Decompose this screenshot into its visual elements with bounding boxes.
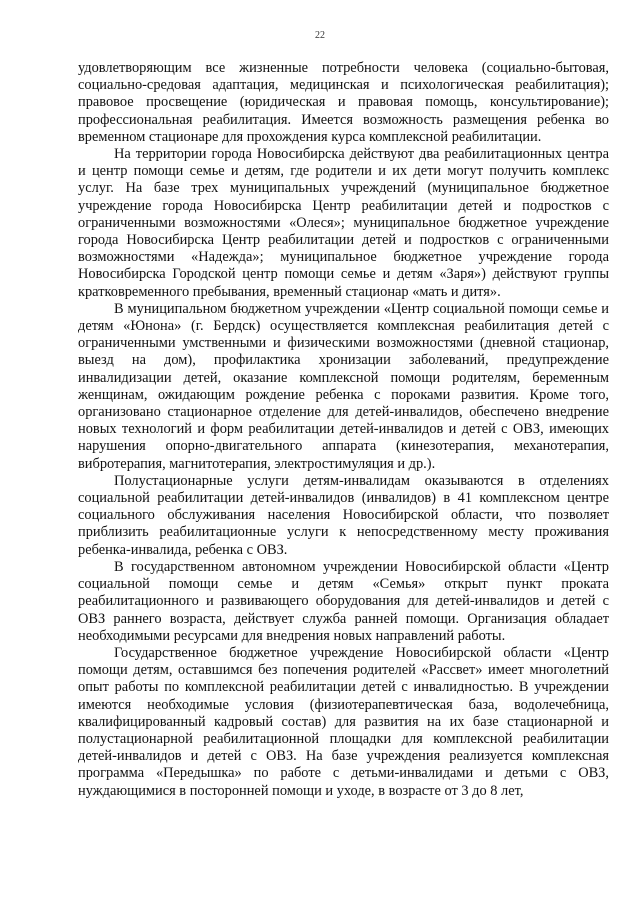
paragraph-yunona-center: В муниципальном бюджетном учреждении «Центр социальной помощи семье и детям «Юнона» (г. Бердск) осуществляется комплексная реабилитация детей с ограниченными умственными и физическими возможностями (дневной стационар, выезд на дом), профилактика хронизации заболеваний, предупреждение инвалидизации детей, оказание комплексной помощи родителям, беременным женщинам, ожидающим рождение ребенка с пороками развития. Кроме того, организовано стационарное отделение для детей-инвалидов, обеспечено внедрение новых технологий и форм реабилитации детей-инвалидов и детей с ОВЗ, имеющих нарушения опорно-двигательного аппарата (кинезотерапия, механотерапия, вибротерапия, магнитотерапия, электростимуляция и др.).	[78, 300, 609, 472]
paragraph-rassvet-center: Государственное бюджетное учреждение Новосибирской области «Центр помощи детям, оставшимся без попечения родителей «Рассвет» имеет многолетний опыт работы по комплексной реабилитации детей с инвалидностью. В учреждении имеются необходимые условия (физиотерапевтическая база, водолечебница, квалифицированный кадровый состав) для развития на их базе стационарной и полустационарной реабилитационной площадки для комплексной реабилитации детей-инвалидов и детей с ОВЗ. На базе учреждения реализуется комплексная программа «Передышка» по работе с детьми-инвалидами и детьми с ОВЗ, нуждающимися в посторонней помощи и уходе, в возрасте от 3 до 8 лет,	[78, 644, 609, 799]
paragraph-novosibirsk-centers: На территории города Новосибирска действуют два реабилитационных центра и центр помощи семье и детям, где родители и их дети могут получить комплекс услуг. На базе трех муниципальных учреждений (муниципальное бюджетное учреждение города Новосибирска Центр реабилитации детей и подростков с ограниченными возможностями «Олеся»; муниципальное бюджетное учреждение города Новосибирска Центр реабилитации детей и подростков с ограниченными возможностями «Надежда»; муниципальное бюджетное учреждение города Новосибирска Городской центр помощи семье и детям «Заря») действуют группы кратковременного пребывания, временный стационар «мать и дитя».	[78, 146, 609, 300]
paragraph-semi-stationary-services: Полустационарные услуги детям-инвалидам оказываются в отделениях социальной реабилитации детей-инвалидов (инвалидов) в 41 комплексном центре социального обслуживания населения Новосибирской области, что позволяет приблизить реабилитационные услуги к непосредственному месту проживания ребенка-инвалида, ребенка с ОВЗ.	[78, 472, 609, 558]
paragraph-continuation: удовлетворяющим все жизненные потребности человека (социально-бытовая, социально-средовая адаптация, медицинская и психологическая реабилитация); правовое просвещение (юридическая и правовая помощь, консультирование); профессиональная реабилитация. Имеется возможность размещения ребенка во временном стационаре для прохождения курса комплексной реабилитации.	[78, 60, 609, 145]
paragraph-semya-center: В государственном автономном учреждении Новосибирской области «Центр социальной помощи семье и детям «Семья» открыт пункт проката реабилитационного и развивающего оборудования для детей-инвалидов и детей с ОВЗ раннего возраста, действует служба ранней помощи. Организация обладает необходимыми ресурсами для внедрения новых направлений работы.	[78, 558, 609, 644]
body-text	[78, 60, 609, 800]
page-number: 22	[315, 30, 325, 41]
